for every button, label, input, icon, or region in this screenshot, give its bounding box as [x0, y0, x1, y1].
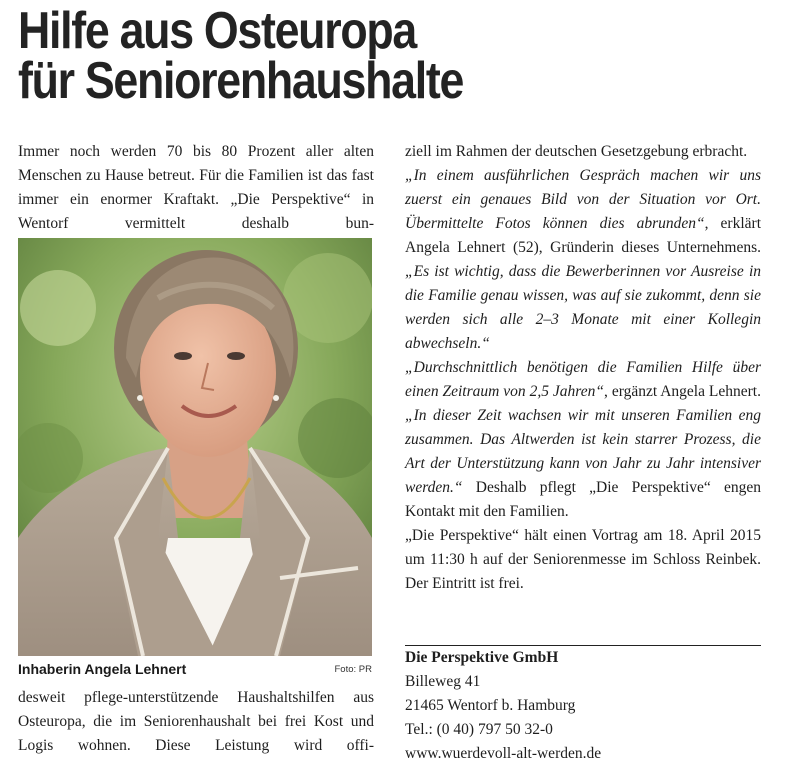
headline-line-1: Hilfe aus Osteuropa	[18, 2, 416, 60]
attribution-text-2: , ergänzt Angela Lehnert.	[604, 383, 761, 400]
left-column-bottom	[18, 686, 374, 758]
street-address: Billeweg 41	[405, 673, 481, 690]
contact-note: Deshalb pflegt „Die Perspektive“ engen Kontakt mit den Familien.	[405, 479, 761, 520]
quote-families: „In dieser Zeit wachsen wir mit unseren Familien eng zusammen. Das Altwerden ist kein starrer Prozess, die Art der Unterstützung kann von Jahr zu Jahr intensiver werden.“	[405, 407, 761, 496]
right-paragraph-1: ziell im Rahmen der deutschen Gesetzgebung erbracht.	[405, 143, 748, 160]
photo-caption	[18, 661, 372, 679]
portrait-photo	[18, 238, 372, 656]
phone-number: Tel.: (0 40) 797 50 32-0	[405, 721, 553, 738]
left-column-top	[18, 140, 374, 236]
continuation-paragraph: desweit pflege-unterstützende Haushaltshilfen aus Osteuropa, die im Seniorenhaushalt bei frei Kost und Logis wohnen. Diese Leistung wird offi-	[18, 689, 374, 754]
portrait-illustration	[18, 238, 372, 656]
caption-text: Inhaberin Angela Lehnert	[18, 661, 187, 677]
quote-duration: „Durchschnittlich benötigen die Familien Hilfe über einen Zeitraum von 2,5 Jahren“	[405, 359, 761, 400]
photo-credit: Foto: PR	[334, 664, 372, 675]
contact-block	[405, 646, 601, 766]
quote-interview: „In einem ausführlichen Gespräch machen wir uns zuerst ein genaues Bild von der Situation vor Ort. Übermittelte Fotos können dies abrunden“	[405, 167, 761, 232]
headline-line-2: für Seniorenhaushalte	[18, 52, 464, 110]
right-paragraph-4: „Die Perspektive“ hält einen Vortrag am 18. April 2015 um 11:30 h auf der Seniorenmesse im Schloss Reinbek. Der Eintritt ist frei.	[405, 527, 761, 592]
city-address: 21465 Wentorf b. Hamburg	[405, 697, 576, 714]
website-link[interactable]: www.wuerdevoll-alt-werden.de	[405, 745, 602, 762]
right-paragraph-3	[405, 356, 761, 524]
right-column	[405, 140, 761, 596]
attribution-text: , erklärt Angela Lehnert (52), Gründerin dieses Unternehmens.	[405, 215, 761, 256]
headline	[18, 2, 680, 110]
quote-applicants: „Es ist wichtig, dass die Bewerberinnen vor Ausreise in die Familie genau wissen, was auf sie zukommt, denn sie werden sich alle 2–3 Monate mit einer Kollegin abwechseln.“	[405, 263, 761, 352]
right-paragraph-2	[405, 164, 761, 356]
company-name: Die Perspektive GmbH	[405, 649, 559, 666]
intro-paragraph: Immer noch werden 70 bis 80 Prozent aller alten Menschen zu Hause betreut. Für die Familien ist das fast immer ein enormer Kraftakt. „Die Perspektive“ in Wentorf vermittelt deshalb bun-	[18, 143, 374, 232]
